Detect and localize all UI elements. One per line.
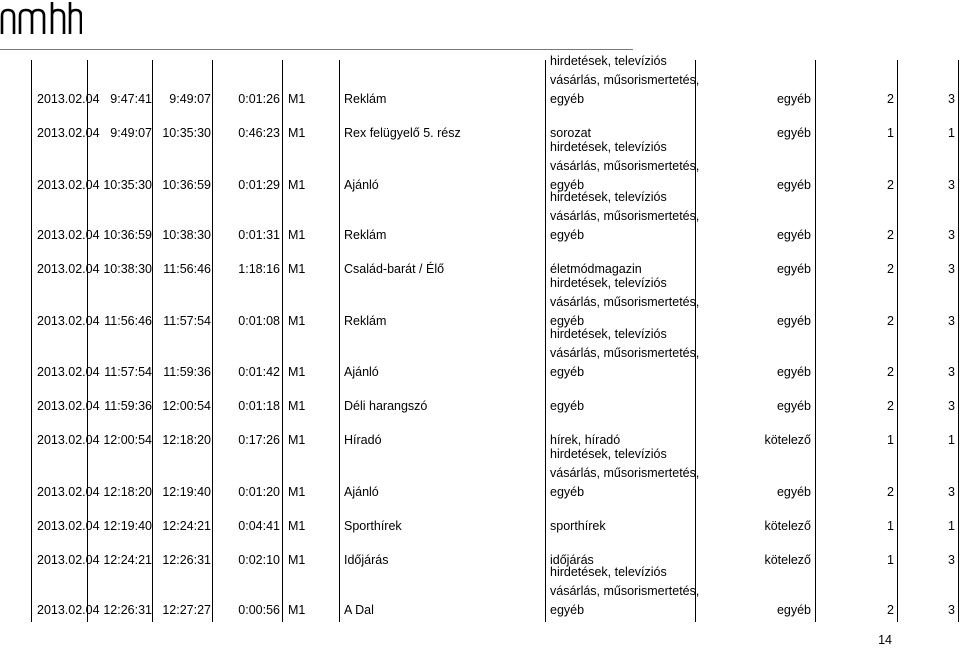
row-date: 2013.02.04 xyxy=(37,485,100,499)
row-end-time: 11:56:46 xyxy=(163,262,211,276)
row-program-title: Híradó xyxy=(344,433,382,447)
genre-line: hirdetések, televíziós xyxy=(550,565,667,579)
row-date: 2013.02.04 xyxy=(37,553,100,567)
row-program-title: Ajánló xyxy=(344,485,379,499)
row-end-time: 12:00:54 xyxy=(162,399,211,413)
row-program-title: Ajánló xyxy=(344,365,379,379)
row-value-2: 3 xyxy=(948,228,955,242)
row-category: egyéb xyxy=(776,228,811,242)
row-end-time: 12:18:20 xyxy=(162,433,211,447)
row-value-1: 1 xyxy=(887,126,894,140)
table-row xyxy=(0,222,960,279)
row-date: 2013.02.04 xyxy=(37,399,100,413)
row-channel: M1 xyxy=(288,519,306,533)
row-date: 2013.02.04 xyxy=(37,519,100,533)
row-program-title: Reklám xyxy=(344,92,387,106)
row-value-1: 1 xyxy=(887,433,894,447)
genre-line: egyéb xyxy=(550,92,585,106)
genre-line: hirdetések, televíziós xyxy=(550,140,667,154)
row-value-1: 2 xyxy=(887,603,894,617)
genre-line: sporthírek xyxy=(550,519,606,533)
row-start-time: 12:18:20 xyxy=(103,485,152,499)
row-start-time: 10:38:30 xyxy=(103,262,152,276)
row-channel: M1 xyxy=(288,365,306,379)
row-channel: M1 xyxy=(288,553,306,567)
genre-line: életmódmagazin xyxy=(550,262,642,276)
row-start-time: 12:19:40 xyxy=(103,519,152,533)
row-value-1: 2 xyxy=(887,485,894,499)
row-category: egyéb xyxy=(776,314,811,328)
row-channel: M1 xyxy=(288,126,306,140)
genre-line: vásárlás, műsorismertetés, xyxy=(550,159,700,173)
row-category: egyéb xyxy=(776,126,811,140)
row-duration: 1:18:16 xyxy=(238,262,280,276)
row-channel: M1 xyxy=(288,228,306,242)
row-end-time: 12:19:40 xyxy=(162,485,211,499)
row-end-time: 10:36:59 xyxy=(162,178,211,192)
row-category: egyéb xyxy=(776,603,811,617)
row-value-2: 1 xyxy=(948,126,955,140)
row-category: egyéb xyxy=(776,365,811,379)
row-program-title: A Dal xyxy=(344,603,374,617)
row-genre xyxy=(550,274,699,331)
genre-line: vásárlás, műsorismertetés, xyxy=(550,346,700,360)
row-channel: M1 xyxy=(288,314,306,328)
table-row xyxy=(0,563,960,620)
row-program-title: Ajánló xyxy=(344,178,379,192)
row-program-title: Rex felügyelő 5. rész xyxy=(344,126,461,140)
row-value-1: 1 xyxy=(887,519,894,533)
row-value-1: 2 xyxy=(887,178,894,192)
row-end-time: 12:26:31 xyxy=(162,553,211,567)
row-value-1: 2 xyxy=(887,314,894,328)
row-duration: 0:02:10 xyxy=(238,553,280,567)
row-category: egyéb xyxy=(776,178,811,192)
row-value-1: 2 xyxy=(887,262,894,276)
row-start-time: 12:24:21 xyxy=(103,553,152,567)
row-end-time: 11:57:54 xyxy=(163,314,211,328)
row-value-1: 2 xyxy=(887,399,894,413)
table-row xyxy=(0,274,960,331)
row-date: 2013.02.04 xyxy=(37,365,100,379)
row-value-2: 3 xyxy=(948,178,955,192)
row-program-title: Család-barát / Élő xyxy=(344,262,445,276)
row-program-title: Reklám xyxy=(344,228,387,242)
genre-line: egyéb xyxy=(550,228,585,242)
table-row xyxy=(0,86,960,143)
row-category: egyéb xyxy=(776,262,811,276)
row-end-time: 12:24:21 xyxy=(162,519,211,533)
row-duration: 0:17:26 xyxy=(238,433,280,447)
row-channel: M1 xyxy=(288,485,306,499)
row-channel: M1 xyxy=(288,399,306,413)
row-start-time: 10:36:59 xyxy=(103,228,152,242)
row-program-title: Sporthírek xyxy=(344,519,402,533)
row-program-title: Déli harangszó xyxy=(344,399,428,413)
genre-line: egyéb xyxy=(550,365,585,379)
row-value-1: 2 xyxy=(887,365,894,379)
row-start-time: 12:26:31 xyxy=(103,603,152,617)
genre-line: hirdetések, televíziós xyxy=(550,54,667,68)
row-date: 2013.02.04 xyxy=(37,126,100,140)
row-value-2: 3 xyxy=(948,314,955,328)
row-start-time: 9:47:41 xyxy=(110,92,152,106)
table-row xyxy=(0,513,960,570)
row-category: egyéb xyxy=(776,399,811,413)
row-date: 2013.02.04 xyxy=(37,178,100,192)
row-end-time: 11:59:36 xyxy=(163,365,211,379)
row-start-time: 12:00:54 xyxy=(103,433,152,447)
row-genre xyxy=(550,138,699,195)
row-date: 2013.02.04 xyxy=(37,433,100,447)
row-date: 2013.02.04 xyxy=(37,603,100,617)
genre-line: hirdetések, televíziós xyxy=(550,190,667,204)
genre-line: hirdetések, televíziós xyxy=(550,327,667,341)
row-value-1: 2 xyxy=(887,228,894,242)
row-channel: M1 xyxy=(288,433,306,447)
row-end-time: 9:49:07 xyxy=(169,92,211,106)
row-program-title: Időjárás xyxy=(344,553,389,567)
row-duration: 0:01:26 xyxy=(238,92,280,106)
row-category: kötelező xyxy=(764,519,811,533)
row-value-2: 1 xyxy=(948,433,955,447)
row-value-2: 3 xyxy=(948,485,955,499)
row-channel: M1 xyxy=(288,178,306,192)
row-date: 2013.02.04 xyxy=(37,92,100,106)
row-date: 2013.02.04 xyxy=(37,228,100,242)
genre-line: hirdetések, televíziós xyxy=(550,447,667,461)
genre-line: vásárlás, műsorismertetés, xyxy=(550,209,700,223)
row-value-1: 2 xyxy=(887,92,894,106)
row-category: kötelező xyxy=(764,433,811,447)
row-value-2: 3 xyxy=(948,603,955,617)
genre-line: egyéb xyxy=(550,399,585,413)
row-duration: 0:04:41 xyxy=(238,519,280,533)
row-category: egyéb xyxy=(776,92,811,106)
row-duration: 0:01:20 xyxy=(238,485,280,499)
row-duration: 0:01:29 xyxy=(238,178,280,192)
row-value-2: 1 xyxy=(948,519,955,533)
row-program-title: Reklám xyxy=(344,314,387,328)
row-date: 2013.02.04 xyxy=(37,314,100,328)
row-start-time: 11:57:54 xyxy=(104,365,152,379)
page-number: 14 xyxy=(878,633,892,647)
row-channel: M1 xyxy=(288,262,306,276)
row-start-time: 11:59:36 xyxy=(104,399,152,413)
genre-line: sorozat xyxy=(550,126,591,140)
row-value-2: 3 xyxy=(948,262,955,276)
row-end-time: 10:38:30 xyxy=(162,228,211,242)
nmhh-logo xyxy=(0,0,82,36)
row-channel: M1 xyxy=(288,92,306,106)
row-duration: 0:01:18 xyxy=(238,399,280,413)
genre-line: vásárlás, műsorismertetés, xyxy=(550,295,700,309)
genre-line: vásárlás, műsorismertetés, xyxy=(550,466,700,480)
row-value-2: 3 xyxy=(948,92,955,106)
row-duration: 0:01:31 xyxy=(238,228,280,242)
row-value-2: 3 xyxy=(948,553,955,567)
row-duration: 0:00:56 xyxy=(238,603,280,617)
genre-line: egyéb xyxy=(550,314,585,328)
genre-line: vásárlás, műsorismertetés, xyxy=(550,73,700,87)
row-start-time: 10:35:30 xyxy=(103,178,152,192)
row-duration: 0:46:23 xyxy=(238,126,280,140)
row-date: 2013.02.04 xyxy=(37,262,100,276)
genre-line: egyéb xyxy=(550,603,585,617)
genre-line: vásárlás, műsorismertetés, xyxy=(550,584,700,598)
row-start-time: 9:49:07 xyxy=(110,126,152,140)
genre-line: egyéb xyxy=(550,485,585,499)
genre-line: hírek, híradó xyxy=(550,433,621,447)
genre-line: hirdetések, televíziós xyxy=(550,276,667,290)
header-rule xyxy=(0,49,633,50)
row-end-time: 10:35:30 xyxy=(162,126,211,140)
genre-line: egyéb xyxy=(550,178,585,192)
genre-line: időjárás xyxy=(550,553,594,567)
row-value-2: 3 xyxy=(948,365,955,379)
row-value-2: 3 xyxy=(948,399,955,413)
row-start-time: 11:56:46 xyxy=(104,314,152,328)
table-row xyxy=(0,393,960,450)
row-channel: M1 xyxy=(288,603,306,617)
row-category: kötelező xyxy=(764,553,811,567)
table-row xyxy=(0,138,960,195)
row-value-1: 1 xyxy=(887,553,894,567)
row-genre xyxy=(550,563,699,620)
row-end-time: 12:27:27 xyxy=(162,603,211,617)
row-category: egyéb xyxy=(776,485,811,499)
row-duration: 0:01:08 xyxy=(238,314,280,328)
row-duration: 0:01:42 xyxy=(238,365,280,379)
